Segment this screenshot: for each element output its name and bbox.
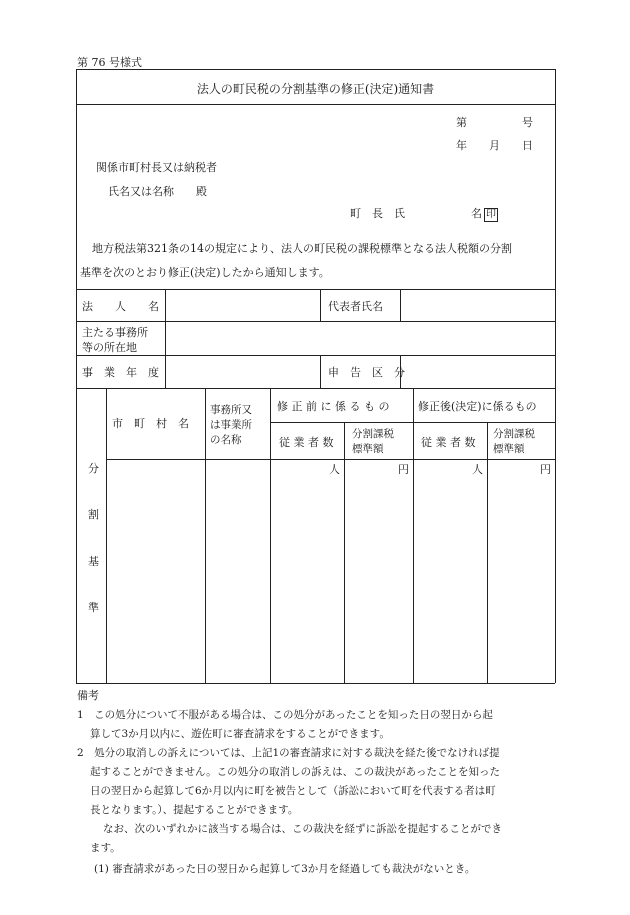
sender-line [350, 205, 498, 222]
unit-yen-after: 円 [540, 463, 551, 476]
office-col-divider [270, 388, 271, 683]
office-label-2: 等の所在地 [82, 341, 137, 354]
before-group-header: 修 正 前 に 係 る も の [277, 400, 390, 413]
seal-mark: 印 [486, 209, 496, 220]
row-line-2 [76, 355, 555, 356]
filing-type-label: 申 告 区 分 [328, 366, 405, 379]
corp-name-label: 法 人 名 [82, 300, 159, 313]
label-col-divider [165, 289, 166, 388]
office-column-header-2: は事業所 [210, 419, 252, 431]
document-title: 法人の町民税の分割基準の修正(決定)通知書 [196, 82, 435, 96]
note-4-line-1: (1) 審査請求があった日の翌日から起算して3か月を経過しても裁決がないとき。 [94, 863, 476, 875]
note-1-line-2: 算して3か月以内に、遊佐町に審査請求をすることができます。 [90, 728, 390, 740]
row-line-1 [76, 321, 555, 322]
addressee-line-1: 関係市町村長又は納税者 [96, 161, 217, 174]
frame-top [76, 69, 555, 70]
after-base-header-1: 分割課税 [493, 428, 535, 440]
after-base-header-2: 標準額 [493, 443, 525, 455]
notes-heading: 備考 [77, 689, 99, 702]
side-label-1: 分 [88, 462, 99, 475]
note-3-line-2: ます。 [90, 842, 121, 854]
before-employees-header: 従 業 者 数 [279, 436, 334, 449]
date-label: 年 月 日 [456, 139, 533, 152]
before-base-header-1: 分割課税 [352, 428, 394, 440]
note-3-line-1: なお、次のいずれかに該当する場合は、この裁決を経ずに訴訟を提起することができ [103, 823, 502, 835]
title-bottom-line [76, 104, 555, 105]
corp-mid-divider-a [320, 289, 321, 321]
office-label-1: 主たる事務所 [82, 326, 148, 339]
after-employees-header: 従 業 者 数 [421, 436, 476, 449]
office-column-header-1: 事務所又 [210, 404, 252, 416]
muni-col-divider [205, 388, 206, 683]
form-number: 第 76 号様式 [77, 56, 142, 69]
body-text-line-2: 基準を次のとおり修正(決定)したから通知します。 [80, 266, 330, 279]
unit-person-after: 人 [472, 463, 483, 476]
frame-right [555, 69, 556, 683]
before-sub-divider [344, 422, 345, 683]
fiscal-year-label: 事 業 年 度 [82, 366, 159, 379]
corp-mid-divider-b [400, 289, 401, 321]
document-number-label: 第 号 [456, 116, 533, 129]
frame-bottom [76, 683, 555, 684]
note-2-line-2: 起することができません。この処分の取消しの訴えは、この裁決があったことを知った [90, 766, 501, 778]
unit-yen-before: 円 [398, 463, 409, 476]
group-divider [413, 388, 414, 683]
representative-label: 代表者氏名 [328, 300, 383, 313]
frame-left [76, 69, 77, 683]
note-2-line-1: 2 処分の取消しの訴えについては、上記1の審査請求に対する裁決を経た後でなければ提 [77, 747, 500, 759]
office-column-header-3: の名称 [210, 434, 242, 446]
sender-name-label: 町 長 氏 名 [350, 207, 482, 220]
side-label-4: 準 [88, 601, 99, 614]
after-sub-divider [487, 422, 488, 683]
year-mid-divider-a [320, 355, 321, 388]
note-2-line-4: 長となります。）、提起することができます。 [90, 804, 299, 816]
after-group-header: 修正後(決定)に係るもの [418, 400, 537, 413]
note-2-line-3: 日の翌日から起算して6か月以内に町を被告として（訴訟において町を代表する者は町 [90, 785, 496, 797]
body-text-line-1: 地方税法第321条の14の規定により、法人の町民税の課税標準となる法人税額の分割 [92, 242, 512, 255]
before-base-header-2: 標準額 [352, 443, 384, 455]
municipality-column-header: 市 町 村 名 [112, 417, 189, 430]
side-label-2: 割 [88, 508, 99, 521]
header-bottom-line [76, 289, 555, 290]
side-label-3: 基 [88, 555, 99, 568]
row-line-3 [76, 388, 555, 389]
note-1-line-1: 1 この処分について不服がある場合は、この処分があったことを知った日の翌日から起 [77, 709, 493, 721]
unit-person-before: 人 [329, 463, 340, 476]
addressee-line-2: 氏名又は名称 殿 [108, 185, 207, 198]
side-col-divider [106, 388, 107, 683]
